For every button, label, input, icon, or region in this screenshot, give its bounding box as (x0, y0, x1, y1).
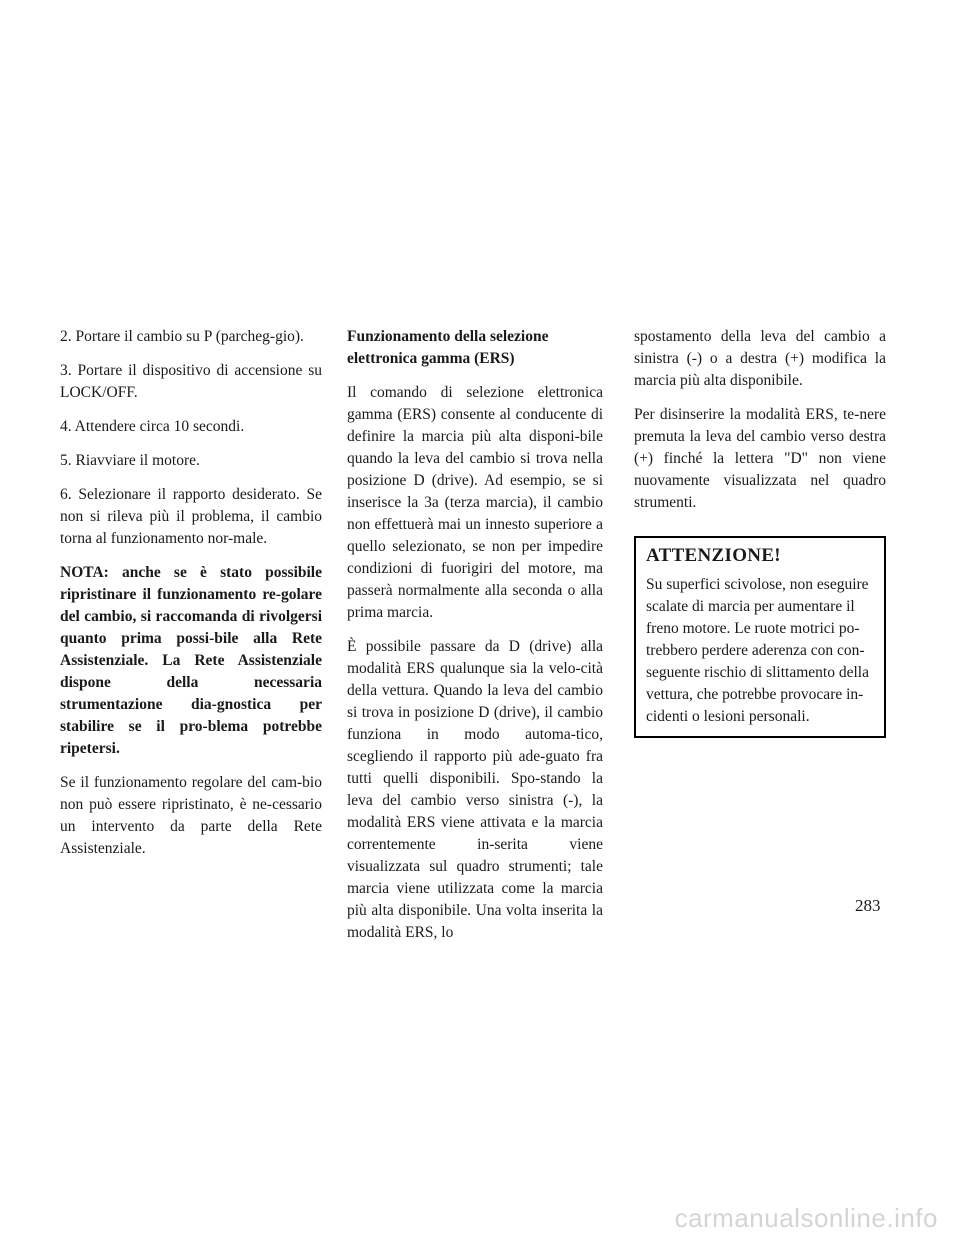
step-3: 3. Portare il dispositivo di accensione su LOCK/OFF. (60, 362, 322, 401)
text-column-3 (634, 326, 886, 738)
warning-text: Su superfici scivolose, non eseguire scalate di marcia per aumentare il freno motore. Le ruote motrici po-trebbero perdere aderenza con con-seguente rischio di slittamento della vettura, che potrebbe provocare in-cidenti o lesioni personali. (646, 576, 869, 725)
step-6: 6. Selezionare il rapporto desiderato. Se non si rileva più il problema, il cambio torna al funzionamento nor-male. (60, 486, 322, 547)
text-column-2 (347, 326, 603, 956)
text-column-1 (60, 326, 322, 872)
note-paragraph: NOTA: anche se è stato possibile ripristinare il funzionamento re-golare del cambio, si raccomanda di rivolgersi quanto prima possi-bile alla Rete Assistenziale. La Rete Assistenziale dispone della necessaria strumentazione dia-gnostica per stabilire se il pro-blema potrebbe ripetersi. (60, 564, 322, 757)
step-5: 5. Riavviare il motore. (60, 452, 200, 469)
page-number: 283 (855, 896, 881, 915)
step-2: 2. Portare il cambio su P (parcheg-gio). (60, 328, 304, 345)
service-paragraph: Se il funzionamento regolare del cam-bio non può essere ripristinato, è ne-cessario un intervento da parte della Rete Assistenziale. (60, 774, 322, 857)
ers-paragraph-2: È possibile passare da D (drive) alla modalità ERS qualunque sia la velo-cità della vettura. Quando la leva del cambio si trova in posizione D (drive), il cambio funziona in modo automa-tico, scegliendo il rapporto più ade-guato fra tutti quelli disponibili. Spo-stando la leva del cambio verso sinistra (-), la modalità ERS viene attivata e la marcia correntemente in-serita viene visualizzata sul quadro strumenti; tale marcia viene utilizzata come la marcia più alta disponibile. Una volta inserita la modalità ERS, lo (347, 638, 603, 941)
ers-paragraph-3: spostamento della leva del cambio a sinistra (-) o a destra (+) modifica la marcia più alta disponibile. (634, 328, 886, 389)
warning-title: ATTENZIONE! (646, 545, 781, 566)
step-4: 4. Attendere circa 10 secondi. (60, 418, 245, 435)
ers-paragraph-1: Il comando di selezione elettronica gamma (ERS) consente al conducente di definire la marcia più alta disponi-bile quando la leva del cambio si trova nella posizione D (drive). Ad esempio, se si inserisce la 3a (terza marcia), il cambio non effettuerà mai un innesto superiore a quello selezionato, se non per impedire condizioni di fuorigiri del motore, ma passerà normalmente alla seconda o alla prima marcia. (347, 384, 603, 621)
warning-box (634, 536, 886, 738)
watermark: carmanualsonline.info (674, 1203, 938, 1233)
ers-paragraph-4: Per disinserire la modalità ERS, te-nere premuta la leva del cambio verso destra (+) finché la lettera "D" non viene nuovamente visualizzata nel quadro strumenti. (634, 406, 886, 511)
section-heading-ers: Funzionamento della selezione elettronica gamma (ERS) (347, 328, 549, 367)
